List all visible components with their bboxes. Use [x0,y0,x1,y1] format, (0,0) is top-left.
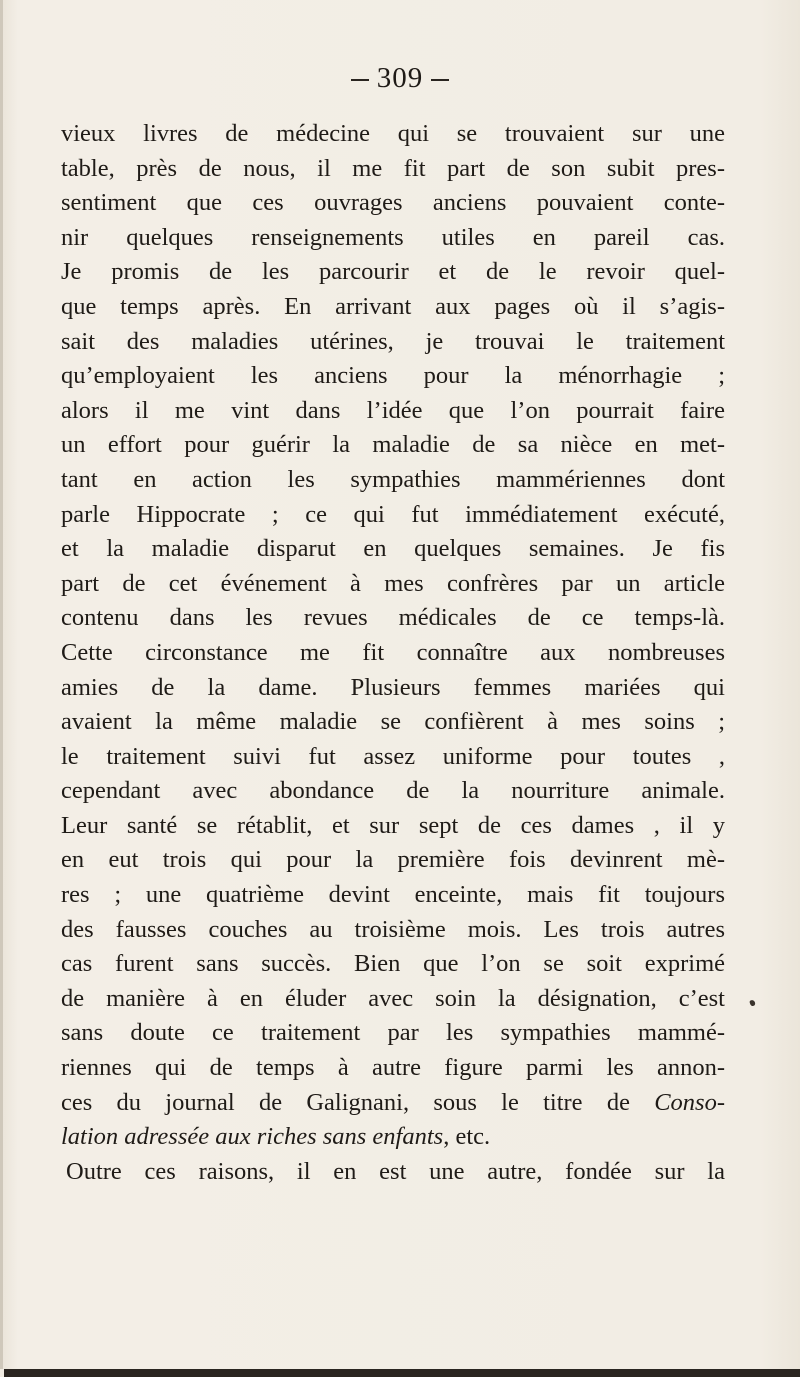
text-line: tant en action les sympathies mammériennes dont [61,465,725,493]
text-line: Cette circonstance me fit connaître aux nombreuses [61,638,725,666]
text-line: parle Hippocrate ; ce qui fut immédiatement exécuté, [61,500,725,528]
bottom-edge-gap [0,1369,4,1377]
text-line: res ; une quatrième devint enceinte, mais fit toujours [61,881,725,909]
text-line: Je promis de les parcourir et de le revoir quel- [61,258,725,286]
text-line: vieux livres de médecine qui se trouvaient sur une [61,120,725,147]
text-line: et la maladie disparut en quelques semaines. Je fis [61,535,725,563]
text-line: part de cet événement à mes confrères par un article [61,569,725,597]
ink-speck [749,999,756,1006]
text-line: le traitement suivi fut assez uniforme pour toutes , [61,742,725,770]
text-line: sentiment que ces ouvrages anciens pouvaient conte- [61,189,725,217]
text-line: de manière à en éluder avec soin la désignation, c’est [61,984,725,1012]
text-line: riennes qui de temps à autre figure parmi les annon- [61,1054,725,1082]
page-edge [0,0,3,1377]
text-line [61,1120,725,1155]
text-line: que temps après. En arrivant aux pages où il s’agis- [61,292,725,320]
text-line: sans doute ce traitement par les sympathies mammé- [61,1019,725,1047]
text-line: nir quelques renseignements utiles en pareil cas. [61,223,725,251]
text-line: qu’employaient les anciens pour la ménorrhagie ; [61,362,725,390]
page-number-value: 309 [376,62,424,94]
dash-right [431,79,449,81]
text-line: alors il me vint dans l’idée que l’on pourrait faire [61,396,725,424]
text-line: table, près de nous, il me fit part de son subit pres- [61,154,725,182]
text-line: des fausses couches au troisième mois. Les trois autres [61,915,725,943]
text-segment: ces du journal de Galignani, sous le titre de [61,1088,630,1116]
body-text [61,117,725,1189]
text-line: sait des maladies utérines, je trouvai le traitement [61,327,725,355]
text-line-last: Outre ces raisons, il en est une autre, fondée sur la [66,1157,725,1185]
text-line: cependant avec abondance de la nourriture animale. [61,777,725,805]
text-line: en eut trois qui pour la première fois devinrent mè- [61,846,725,874]
text-line: Leur santé se rétablit, et sur sept de ces dames , il y [61,811,725,839]
text-line: un effort pour guérir la maladie de sa nièce en met- [61,431,725,459]
dash-left [351,79,369,81]
bottom-edge-shadow [0,1369,800,1377]
text-segment: , etc. [443,1123,491,1151]
text-line: amies de la dame. Plusieurs femmes mariées qui [61,673,725,701]
italic-title-end: lation adressée aux riches sans enfants [61,1123,444,1151]
text-line: cas furent sans succès. Bien que l’on se soit exprimé [61,950,725,978]
text-line: avaient la même maladie se confièrent à mes soins ; [61,708,725,736]
text-line: contenu dans les revues médicales de ce temps-là. [61,604,725,632]
italic-title-start: Conso- [654,1088,726,1116]
page-number [0,62,800,95]
text-line [61,1086,725,1121]
